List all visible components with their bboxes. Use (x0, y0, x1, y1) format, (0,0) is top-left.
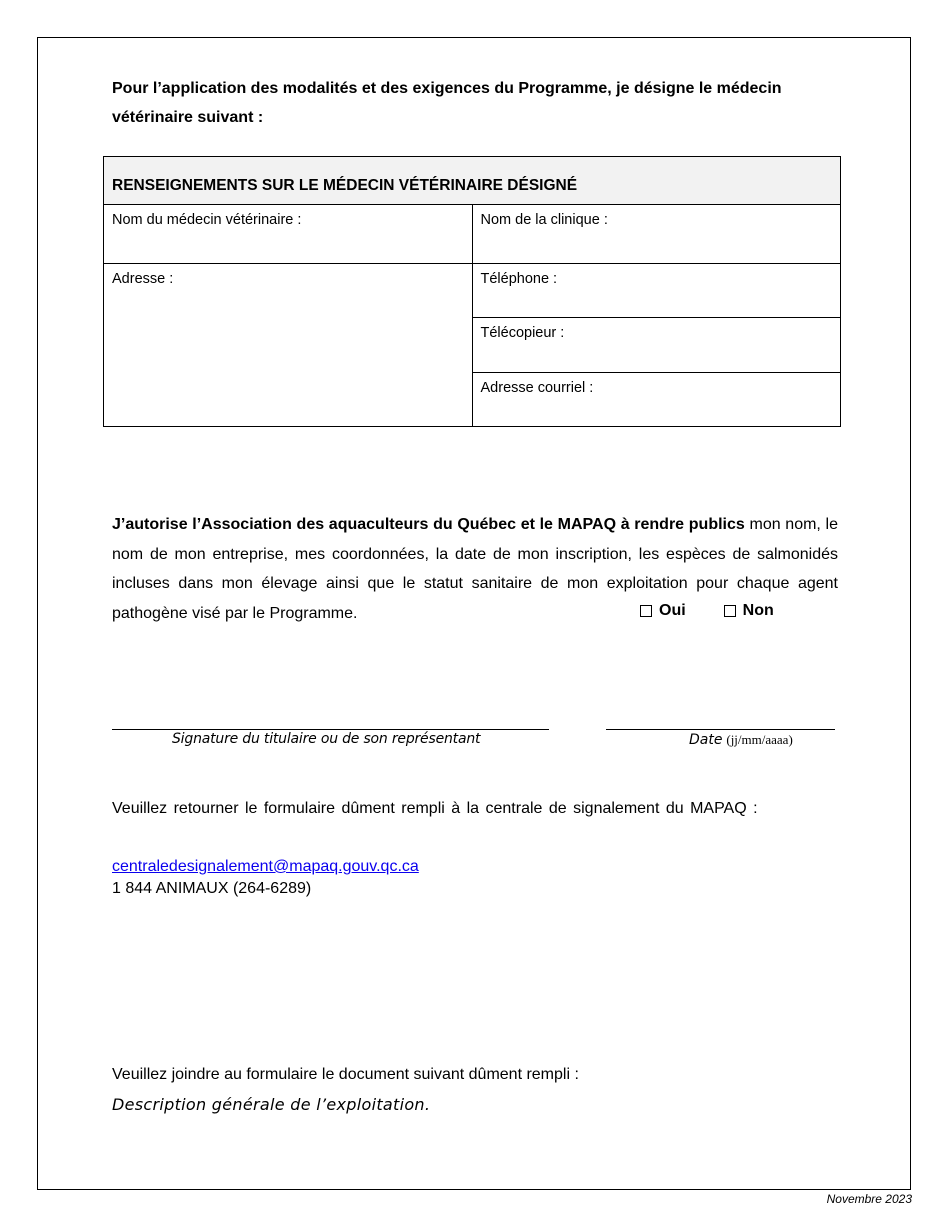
contact-email-link[interactable]: centraledesignalement@mapaq.gouv.qc.ca (112, 858, 419, 875)
date-line[interactable] (606, 713, 835, 730)
contact-phone: 1 844 ANIMAUX (264-6289) (112, 880, 312, 897)
signature-line[interactable] (112, 713, 549, 730)
return-instructions: Veuillez retourner le formulaire dûment rempli à la centrale de signalement du MAPAQ : (112, 800, 758, 817)
phone-field[interactable]: Téléphone : (472, 264, 841, 318)
email-field[interactable]: Adresse courriel : (472, 373, 841, 427)
consent-text: mon nom, le nom de mon entreprise, mes coordonnées, la date de mon inscription, les espèces de salmonidés incluses dans mon élevage ainsi que le statut sanitaire de mon exploitation pour chaque agent pathogène visé par le Programme. (112, 516, 839, 622)
signature-label: Signature du titulaire ou de son représentant (172, 731, 481, 747)
checkbox-no[interactable] (724, 602, 774, 620)
clinic-name-field[interactable]: Nom de la clinique : (472, 205, 841, 264)
checkbox-no-label: Non (742, 602, 774, 619)
intro-text: Pour l’application des modalités et des exigences du Programme, je désigne le médecin vétérinaire suivant : (112, 80, 782, 126)
consent-options (640, 602, 774, 620)
date-label-group (689, 731, 793, 748)
attachment-document: Description générale de l’exploitation. (112, 1095, 431, 1114)
footer-date: Novembre 2023 (826, 1192, 912, 1206)
address-field[interactable]: Adresse : (104, 264, 473, 427)
checkbox-icon[interactable] (640, 605, 652, 617)
vet-name-field[interactable]: Nom du médecin vétérinaire : (104, 205, 473, 264)
date-format: (jj/mm/aaaa) (726, 732, 793, 747)
contact-block (112, 856, 419, 900)
fax-field[interactable]: Télécopieur : (472, 318, 841, 373)
date-label: Date (689, 732, 723, 748)
checkbox-yes-label: Oui (659, 602, 686, 619)
consent-bold: J’autorise l’Association des aquaculteurs du Québec et le MAPAQ à rendre publics (112, 516, 745, 533)
checkbox-yes[interactable] (640, 602, 686, 620)
veterinarian-info-table (103, 156, 841, 427)
checkbox-icon[interactable] (724, 605, 736, 617)
table-header: RENSEIGNEMENTS SUR LE MÉDECIN VÉTÉRINAIRE DÉSIGNÉ (104, 157, 841, 205)
attachment-instruction: Veuillez joindre au formulaire le document suivant dûment rempli : (112, 1066, 579, 1083)
